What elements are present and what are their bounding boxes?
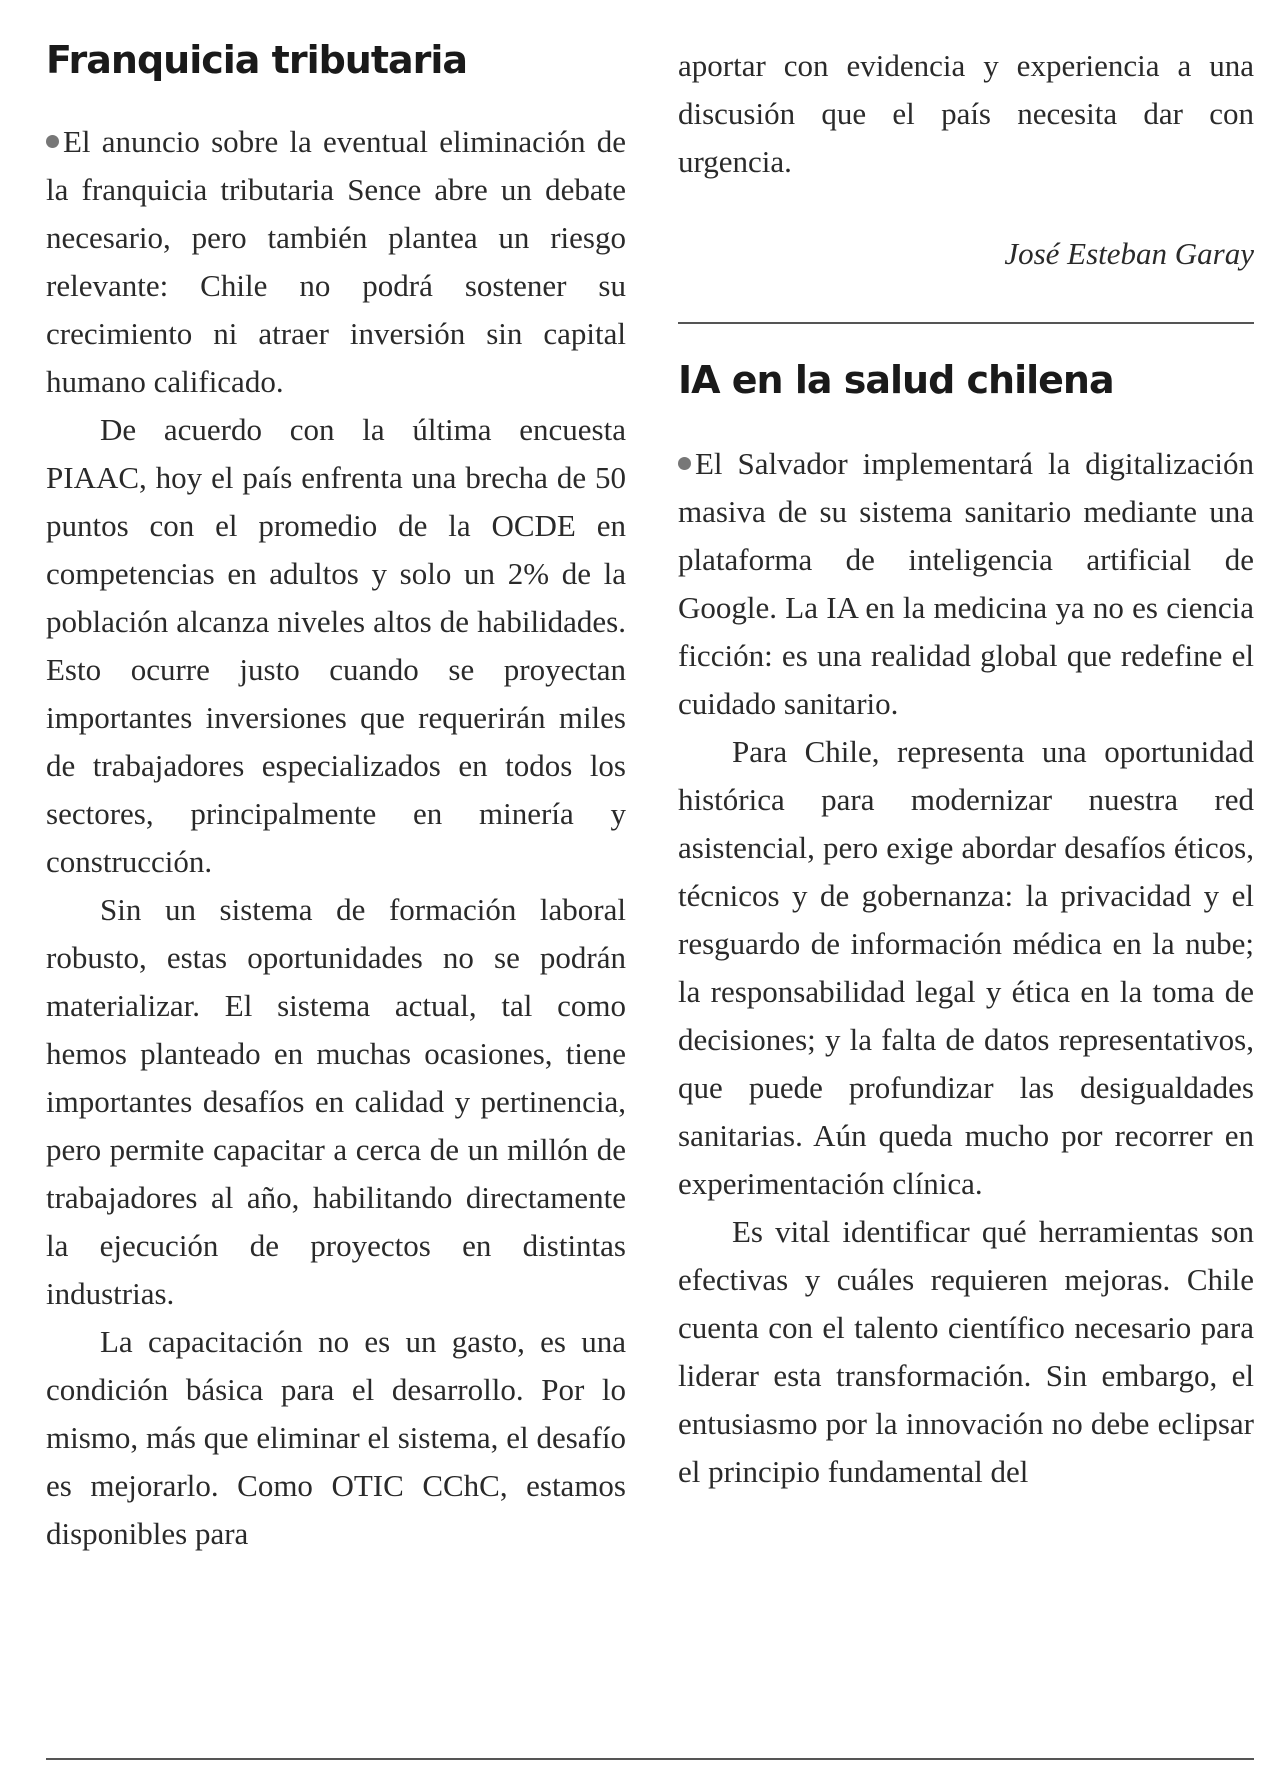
- article-paragraph: El Salvador implementará la digitalización masiva de su sistema sanitario mediante una plataforma de inteligencia artificial de Google. La IA en la medicina ya no es ciencia ficción: es una realidad global que redefine el cuidado sanitario.: [678, 446, 1254, 721]
- article-paragraph: Es vital identificar qué herramientas son efectivas y cuáles requieren mejoras. Chile cuenta con el talento científico necesario para liderar esta transformación. Sin embargo, el entusiasmo por la innovación no debe eclipsar el principio fundamental del: [678, 1214, 1254, 1489]
- page-bottom-rule: [46, 1758, 1254, 1760]
- article-title-ia-salud: IA en la salud chilena: [678, 358, 1114, 402]
- article-paragraph: De acuerdo con la última encuesta PIAAC, hoy el país enfrenta una brecha de 50 puntos con el promedio de la OCDE en competencias en adultos y solo un 2% de la población alcanza niveles altos de habilidades. Esto ocurre justo cuando se proyectan importantes inversiones que requerirán miles de trabajadores especializados en todos los sectores, principalmente en minería y construcción.: [46, 412, 626, 879]
- right-column: [678, 0, 1254, 1496]
- article-paragraph: Para Chile, representa una oportunidad histórica para modernizar nuestra red asistencial, pero exige abordar desafíos éticos, técnicos y de gobernanza: la privacidad y el resguardo de información médica en la nube; la responsabilidad legal y ética en la toma de decisiones; y la falta de datos representativos, que puede profundizar las desigualdades sanitarias. Aún queda mucho por recorrer en experimentación clínica.: [678, 734, 1254, 1201]
- author-signature: José Esteban Garay: [1004, 236, 1254, 271]
- article-continuation: aportar con evidencia y experiencia a una discusión que el país necesita dar con urgencia.: [678, 48, 1254, 179]
- article-paragraph: Sin un sistema de formación laboral robusto, estas oportunidades no se podrán materializar. El sistema actual, tal como hemos planteado en muchas ocasiones, tiene importantes desafíos en calidad y pertinencia, pero permite capacitar a cerca de un millón de trabajadores al año, habilitando directamente la ejecución de proyectos en distintas industrias.: [46, 892, 626, 1311]
- article-paragraph: El anuncio sobre la eventual eliminación de la franquicia tributaria Sence abre un debate necesario, pero también plantea un riesgo relevante: Chile no podrá sostener su crecimiento ni atraer inversión sin capital humano calificado.: [46, 124, 626, 399]
- section-divider: [678, 322, 1254, 324]
- article-title-franquicia: Franquicia tributaria: [46, 38, 468, 82]
- left-column: [46, 0, 626, 1558]
- article-paragraph: La capacitación no es un gasto, es una condición básica para el desarrollo. Por lo mismo, más que eliminar el sistema, el desafío es mejorarlo. Como OTIC CChC, estamos disponibles para: [46, 1324, 626, 1551]
- bullet-dot: [46, 135, 59, 148]
- bullet-dot: [678, 457, 691, 470]
